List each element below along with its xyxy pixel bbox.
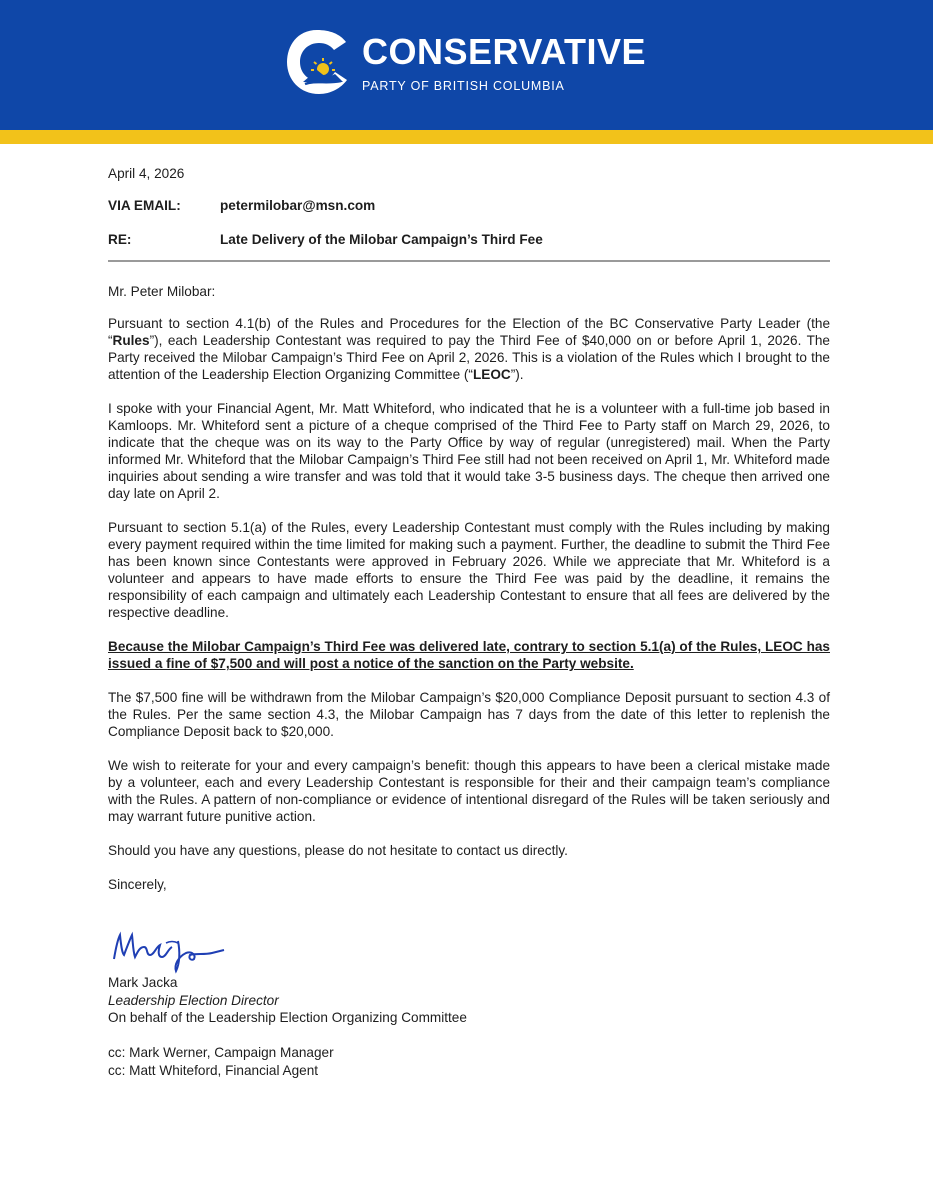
- letterhead-banner: [0, 0, 933, 130]
- header-divider: [108, 260, 830, 262]
- signer-behalf: On behalf of the Leadership Election Organizing Committee: [108, 1010, 467, 1025]
- paragraph-5: The $7,500 fine will be withdrawn from the Milobar Campaign’s $20,000 Compliance Deposit pursuant to section 4.3 of the Rules. Per the same section 4.3, the Milobar Campaign has 7 days from the date of this letter to replenish the Compliance Deposit back to $20,000.: [108, 690, 830, 739]
- via-email-address: petermilobar@msn.com: [220, 198, 376, 213]
- paragraph-2: I spoke with your Financial Agent, Mr. Matt Whiteford, who indicated that he is a volunteer with a full-time job based in Kamloops. Mr. Whiteford sent a picture of a cheque comprised of the Third Fee to Party staff on March 29, 2026, to indicate that the cheque was on its way to the Party Office by way of regular (unregistered) mail. When the Party informed Mr. Whiteford that the Milobar Campaign’s Third Fee still had not been received on April 1, Mr. Whiteford made inquiries about sending a wire transfer and was told that it would take 3-5 business days. The cheque then arrived one day late on April 2.: [108, 401, 830, 501]
- letter-paragraphs: [108, 283, 830, 910]
- closing: Sincerely,: [108, 877, 167, 892]
- cc-item: cc: Matt Whiteford, Financial Agent: [108, 1062, 319, 1078]
- paragraph-3: Pursuant to section 5.1(a) of the Rules, every Leadership Contestant must comply with the Rules including by making every payment required within the time limited for making such a payment. Further, the deadline to submit the Third Fee has been known since Contestants were approved in February 2026. While we appreciate that Mr. Whiteford is a volunteer and appears to have made efforts to ensure the Third Fee was paid by the deadline, it remains the responsibility of each campaign and ultimately each Leadership Contestant to ensure that all fees are delivered by the respective deadline.: [108, 520, 830, 620]
- cc-list: [108, 1044, 334, 1079]
- paragraph-7: Should you have any questions, please do not hesitate to contact us directly.: [108, 843, 568, 858]
- sanction-notice: Because the Milobar Campaign’s Third Fee was delivered late, contrary to section 5.1(a) of the Rules, LEOC has issued a fine of $7,500 and will post a notice of the sanction on the Party website.: [108, 639, 830, 671]
- paragraph-6: We wish to reiterate for your and every campaign’s benefit: though this appears to have been a clerical mistake made by a volunteer, each and every Leadership Contestant is responsible for their and their campaign team’s compliance with the Rules. A pattern of non-compliance or evidence of intentional disregard of the Rules will be taken seriously and may warrant future punitive action.: [108, 758, 830, 824]
- signer-title: Leadership Election Director: [108, 992, 279, 1008]
- brand-subtitle: PARTY OF BRITISH COLUMBIA: [362, 79, 565, 93]
- paragraph-1: Pursuant to section 4.1(b) of the Rules and Procedures for the Election of the BC Conservative Party Leader (the “Rules”), each Leadership Contestant was required to pay the Third Fee of $40,000 on or before April 1, 2026. The Party received the Milobar Campaign’s Third Fee on April 2, 2026. This is a violation of the Rules which I brought to the attention of the Leadership Election Organizing Committee (“LEOC”).: [108, 316, 830, 382]
- subject-label: RE:: [108, 232, 132, 247]
- brand-name: CONSERVATIVE: [362, 31, 647, 72]
- party-logo-icon: [283, 24, 351, 98]
- salutation: Mr. Peter Milobar:: [108, 284, 216, 299]
- cc-item: cc: Mark Werner, Campaign Manager: [108, 1045, 334, 1060]
- letter-date: April 4, 2026: [108, 166, 185, 181]
- handwritten-signature-icon: [108, 925, 228, 975]
- signer-name: Mark Jacka: [108, 975, 178, 990]
- subject-line: Late Delivery of the Milobar Campaign’s Third Fee: [220, 232, 543, 247]
- signature-block: [108, 974, 467, 1027]
- letterhead-gold-stripe: [0, 130, 933, 144]
- via-email-label: VIA EMAIL:: [108, 198, 181, 213]
